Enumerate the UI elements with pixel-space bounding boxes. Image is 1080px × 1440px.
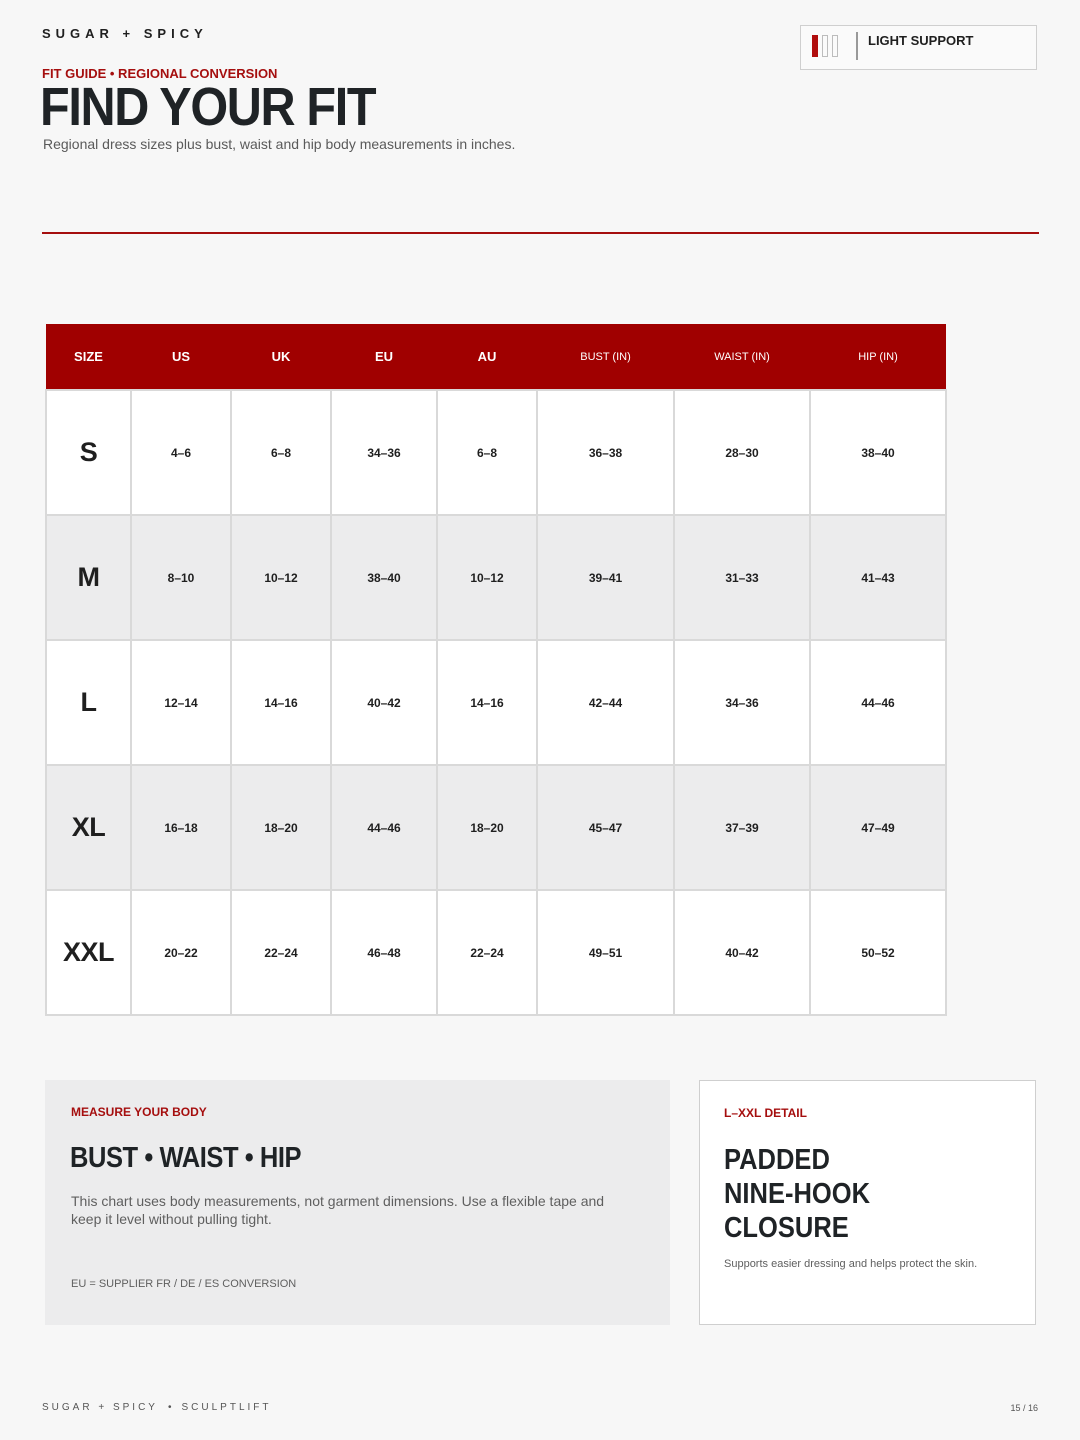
measure-kicker: MEASURE YOUR BODY xyxy=(71,1105,207,1119)
au-size-cell: 6–8 xyxy=(437,390,537,515)
hip-cell: 41–43 xyxy=(810,515,946,640)
detail-heading-line: CLOSURE xyxy=(724,1212,849,1244)
eu-size-cell: 40–42 xyxy=(331,640,437,765)
table-header-row xyxy=(46,324,946,390)
table-row xyxy=(46,890,946,1015)
waist-cell: 37–39 xyxy=(674,765,810,890)
size-label: M xyxy=(46,515,131,640)
page-subtitle: Regional dress sizes plus bust, waist and hip body measurements in inches. xyxy=(43,136,516,152)
detail-body-text: Supports easier dressing and helps protect the skin. xyxy=(724,1258,978,1270)
eyebrow-text: FIT GUIDE • REGIONAL CONVERSION xyxy=(42,66,278,81)
footer-product: SCULPTLIFT xyxy=(181,1402,272,1413)
us-size-cell: 4–6 xyxy=(131,390,231,515)
eu-size-cell: 46–48 xyxy=(331,890,437,1015)
size-label: L xyxy=(46,640,131,765)
us-size-cell: 20–22 xyxy=(131,890,231,1015)
column-header-bust: BUST (IN) xyxy=(537,324,674,390)
detail-kicker: L–XXL DETAIL xyxy=(724,1106,807,1120)
support-level-meter xyxy=(812,35,838,59)
size-conversion-table xyxy=(45,324,947,1016)
table-row xyxy=(46,640,946,765)
au-size-cell: 10–12 xyxy=(437,515,537,640)
page-title: FIND YOUR FIT xyxy=(40,77,376,137)
support-label: LIGHT SUPPORT xyxy=(868,33,974,48)
uk-size-cell: 18–20 xyxy=(231,765,331,890)
waist-cell: 40–42 xyxy=(674,890,810,1015)
measure-body-text: This chart uses body measurements, not garment dimensions. Use a flexible tape and keep it level without pulling tight. xyxy=(71,1193,605,1227)
support-bar-3 xyxy=(832,35,838,57)
support-level-card xyxy=(800,25,1037,70)
detail-heading xyxy=(724,1143,988,1245)
waist-cell: 28–30 xyxy=(674,390,810,515)
uk-size-cell: 14–16 xyxy=(231,640,331,765)
hip-cell: 50–52 xyxy=(810,890,946,1015)
closure-detail-card xyxy=(699,1080,1036,1325)
uk-size-cell: 22–24 xyxy=(231,890,331,1015)
eu-conversion-note: EU = SUPPLIER FR / DE / ES CONVERSION xyxy=(71,1278,297,1290)
column-header-size: SIZE xyxy=(46,324,131,390)
page-number: 15 / 16 xyxy=(1010,1403,1038,1413)
column-header-us: US xyxy=(131,324,231,390)
bust-cell: 45–47 xyxy=(537,765,674,890)
us-size-cell: 16–18 xyxy=(131,765,231,890)
size-label: XL xyxy=(46,765,131,890)
column-header-eu: EU xyxy=(331,324,437,390)
eu-size-cell: 38–40 xyxy=(331,515,437,640)
bust-cell: 39–41 xyxy=(537,515,674,640)
uk-size-cell: 10–12 xyxy=(231,515,331,640)
size-label: S xyxy=(46,390,131,515)
brand-name: SUGAR + SPICY xyxy=(42,26,208,41)
hip-cell: 47–49 xyxy=(810,765,946,890)
eu-size-cell: 44–46 xyxy=(331,765,437,890)
footer-separator: • xyxy=(167,1402,172,1413)
column-header-uk: UK xyxy=(231,324,331,390)
eu-size-cell: 34–36 xyxy=(331,390,437,515)
us-size-cell: 12–14 xyxy=(131,640,231,765)
au-size-cell: 18–20 xyxy=(437,765,537,890)
footer-brand: SUGAR + SPICY xyxy=(42,1402,158,1413)
bust-cell: 36–38 xyxy=(537,390,674,515)
waist-cell: 34–36 xyxy=(674,640,810,765)
bust-cell: 42–44 xyxy=(537,640,674,765)
au-size-cell: 22–24 xyxy=(437,890,537,1015)
column-header-hip: HIP (IN) xyxy=(810,324,946,390)
size-label: XXL xyxy=(46,890,131,1015)
column-header-au: AU xyxy=(437,324,537,390)
measure-info-card xyxy=(45,1080,670,1325)
table-row xyxy=(46,765,946,890)
detail-heading-line: NINE-HOOK xyxy=(724,1178,871,1210)
table-row xyxy=(46,515,946,640)
support-bar-2 xyxy=(822,35,828,57)
au-size-cell: 14–16 xyxy=(437,640,537,765)
bust-cell: 49–51 xyxy=(537,890,674,1015)
measure-heading: BUST • WAIST • HIP xyxy=(70,1142,302,1174)
waist-cell: 31–33 xyxy=(674,515,810,640)
column-header-waist: WAIST (IN) xyxy=(674,324,810,390)
support-divider xyxy=(856,32,858,60)
detail-heading-line: PADDED xyxy=(724,1144,830,1176)
footer-credits xyxy=(42,1402,272,1413)
table-row xyxy=(46,390,946,515)
hip-cell: 44–46 xyxy=(810,640,946,765)
support-bar-1 xyxy=(812,35,818,57)
hip-cell: 38–40 xyxy=(810,390,946,515)
uk-size-cell: 6–8 xyxy=(231,390,331,515)
header-divider xyxy=(42,232,1039,234)
us-size-cell: 8–10 xyxy=(131,515,231,640)
